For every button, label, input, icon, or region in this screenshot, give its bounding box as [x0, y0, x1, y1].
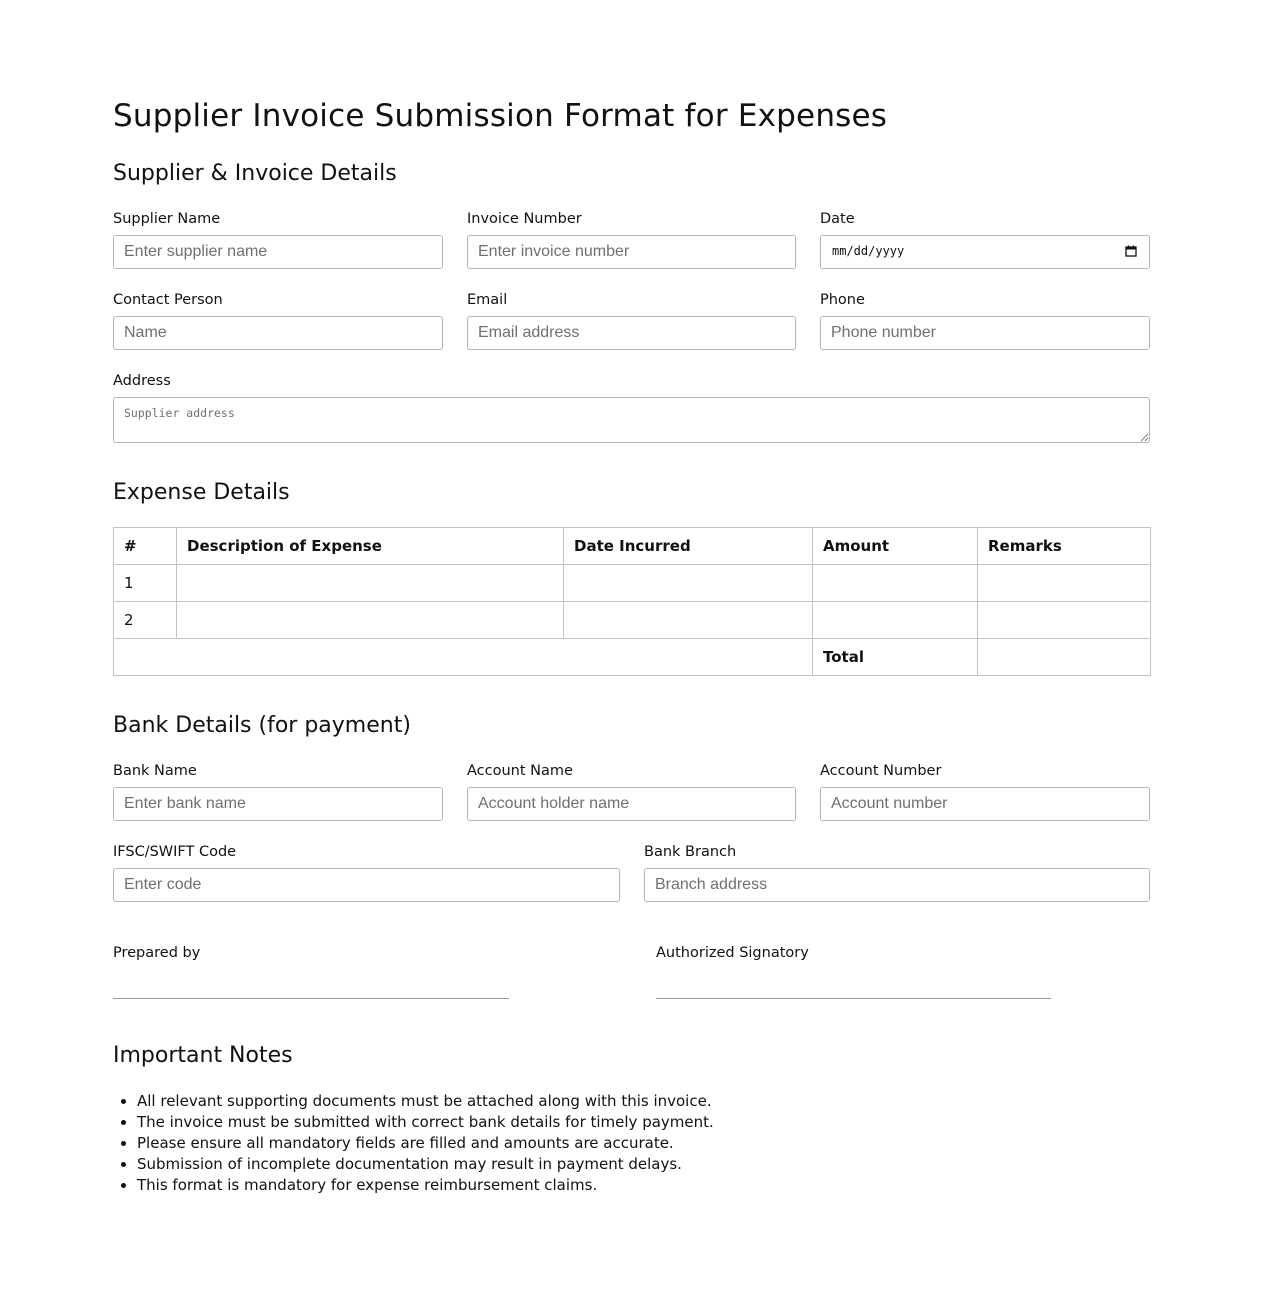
email-label: Email [467, 292, 508, 308]
date-incurred-cell[interactable] [564, 565, 813, 602]
column-header-amount: Amount [813, 528, 978, 565]
date-placeholder: mm/dd/yyyy [832, 244, 905, 258]
account-name-input[interactable] [467, 787, 796, 821]
invoice-number-input[interactable] [467, 235, 796, 269]
table-row [114, 565, 1151, 602]
ifsc-swift-input[interactable] [113, 868, 620, 902]
table-row [114, 602, 1151, 639]
remarks-cell[interactable] [978, 565, 1151, 602]
account-number-label: Account Number [820, 763, 942, 779]
row-number-cell: 2 [114, 602, 177, 639]
list-item: • Submission of incomplete documentation may result in payment delays. [137, 1154, 714, 1175]
column-header-number: # [114, 528, 177, 565]
total-label: Total [813, 639, 978, 676]
notes-list [113, 1091, 714, 1196]
bank-section-heading: Bank Details (for payment) [113, 713, 411, 738]
expense-table [113, 527, 1151, 676]
calendar-icon[interactable] [1125, 245, 1137, 257]
ifsc-swift-label: IFSC/SWIFT Code [113, 844, 237, 860]
prepared-by-label: Prepared by [113, 945, 201, 961]
supplier-section-heading: Supplier & Invoice Details [113, 161, 397, 186]
column-header-date-incurred: Date Incurred [564, 528, 813, 565]
page-title: Supplier Invoice Submission Format for Expenses [113, 98, 888, 134]
account-name-label: Account Name [467, 763, 573, 779]
authorized-signatory-signature-line [656, 998, 1051, 999]
description-cell[interactable] [177, 602, 564, 639]
amount-cell[interactable] [813, 565, 978, 602]
phone-input[interactable] [820, 316, 1150, 350]
bank-branch-input[interactable] [644, 868, 1150, 902]
list-item: • This format is mandatory for expense reimbursement claims. [137, 1175, 714, 1196]
expense-table-header-row [114, 528, 1151, 565]
total-row [114, 639, 1151, 676]
expense-section-heading: Expense Details [113, 480, 290, 505]
address-label: Address [113, 373, 171, 389]
list-item: • All relevant supporting documents must be attached along with this invoice. [137, 1091, 714, 1112]
bank-branch-label: Bank Branch [644, 844, 737, 860]
list-item: • Please ensure all mandatory fields are filled and amounts are accurate. [137, 1133, 714, 1154]
address-textarea[interactable] [113, 397, 1150, 443]
date-label: Date [820, 211, 855, 227]
row-number-cell: 1 [114, 565, 177, 602]
remarks-cell[interactable] [978, 602, 1151, 639]
contact-person-label: Contact Person [113, 292, 223, 308]
column-header-description: Description of Expense [177, 528, 564, 565]
phone-label: Phone [820, 292, 865, 308]
contact-person-input[interactable] [113, 316, 443, 350]
date-input[interactable] [820, 235, 1150, 269]
date-incurred-cell[interactable] [564, 602, 813, 639]
column-header-remarks: Remarks [978, 528, 1151, 565]
prepared-by-signature-line [113, 998, 509, 999]
bank-name-input[interactable] [113, 787, 443, 821]
description-cell[interactable] [177, 565, 564, 602]
list-item: • The invoice must be submitted with correct bank details for timely payment. [137, 1112, 714, 1133]
amount-cell[interactable] [813, 602, 978, 639]
email-input[interactable] [467, 316, 796, 350]
invoice-number-label: Invoice Number [467, 211, 582, 227]
account-number-input[interactable] [820, 787, 1150, 821]
supplier-name-input[interactable] [113, 235, 443, 269]
supplier-name-label: Supplier Name [113, 211, 221, 227]
total-spacer-cell [114, 639, 813, 676]
notes-section-heading: Important Notes [113, 1043, 293, 1068]
authorized-signatory-label: Authorized Signatory [656, 945, 809, 961]
total-value-cell[interactable] [978, 639, 1151, 676]
bank-name-label: Bank Name [113, 763, 197, 779]
